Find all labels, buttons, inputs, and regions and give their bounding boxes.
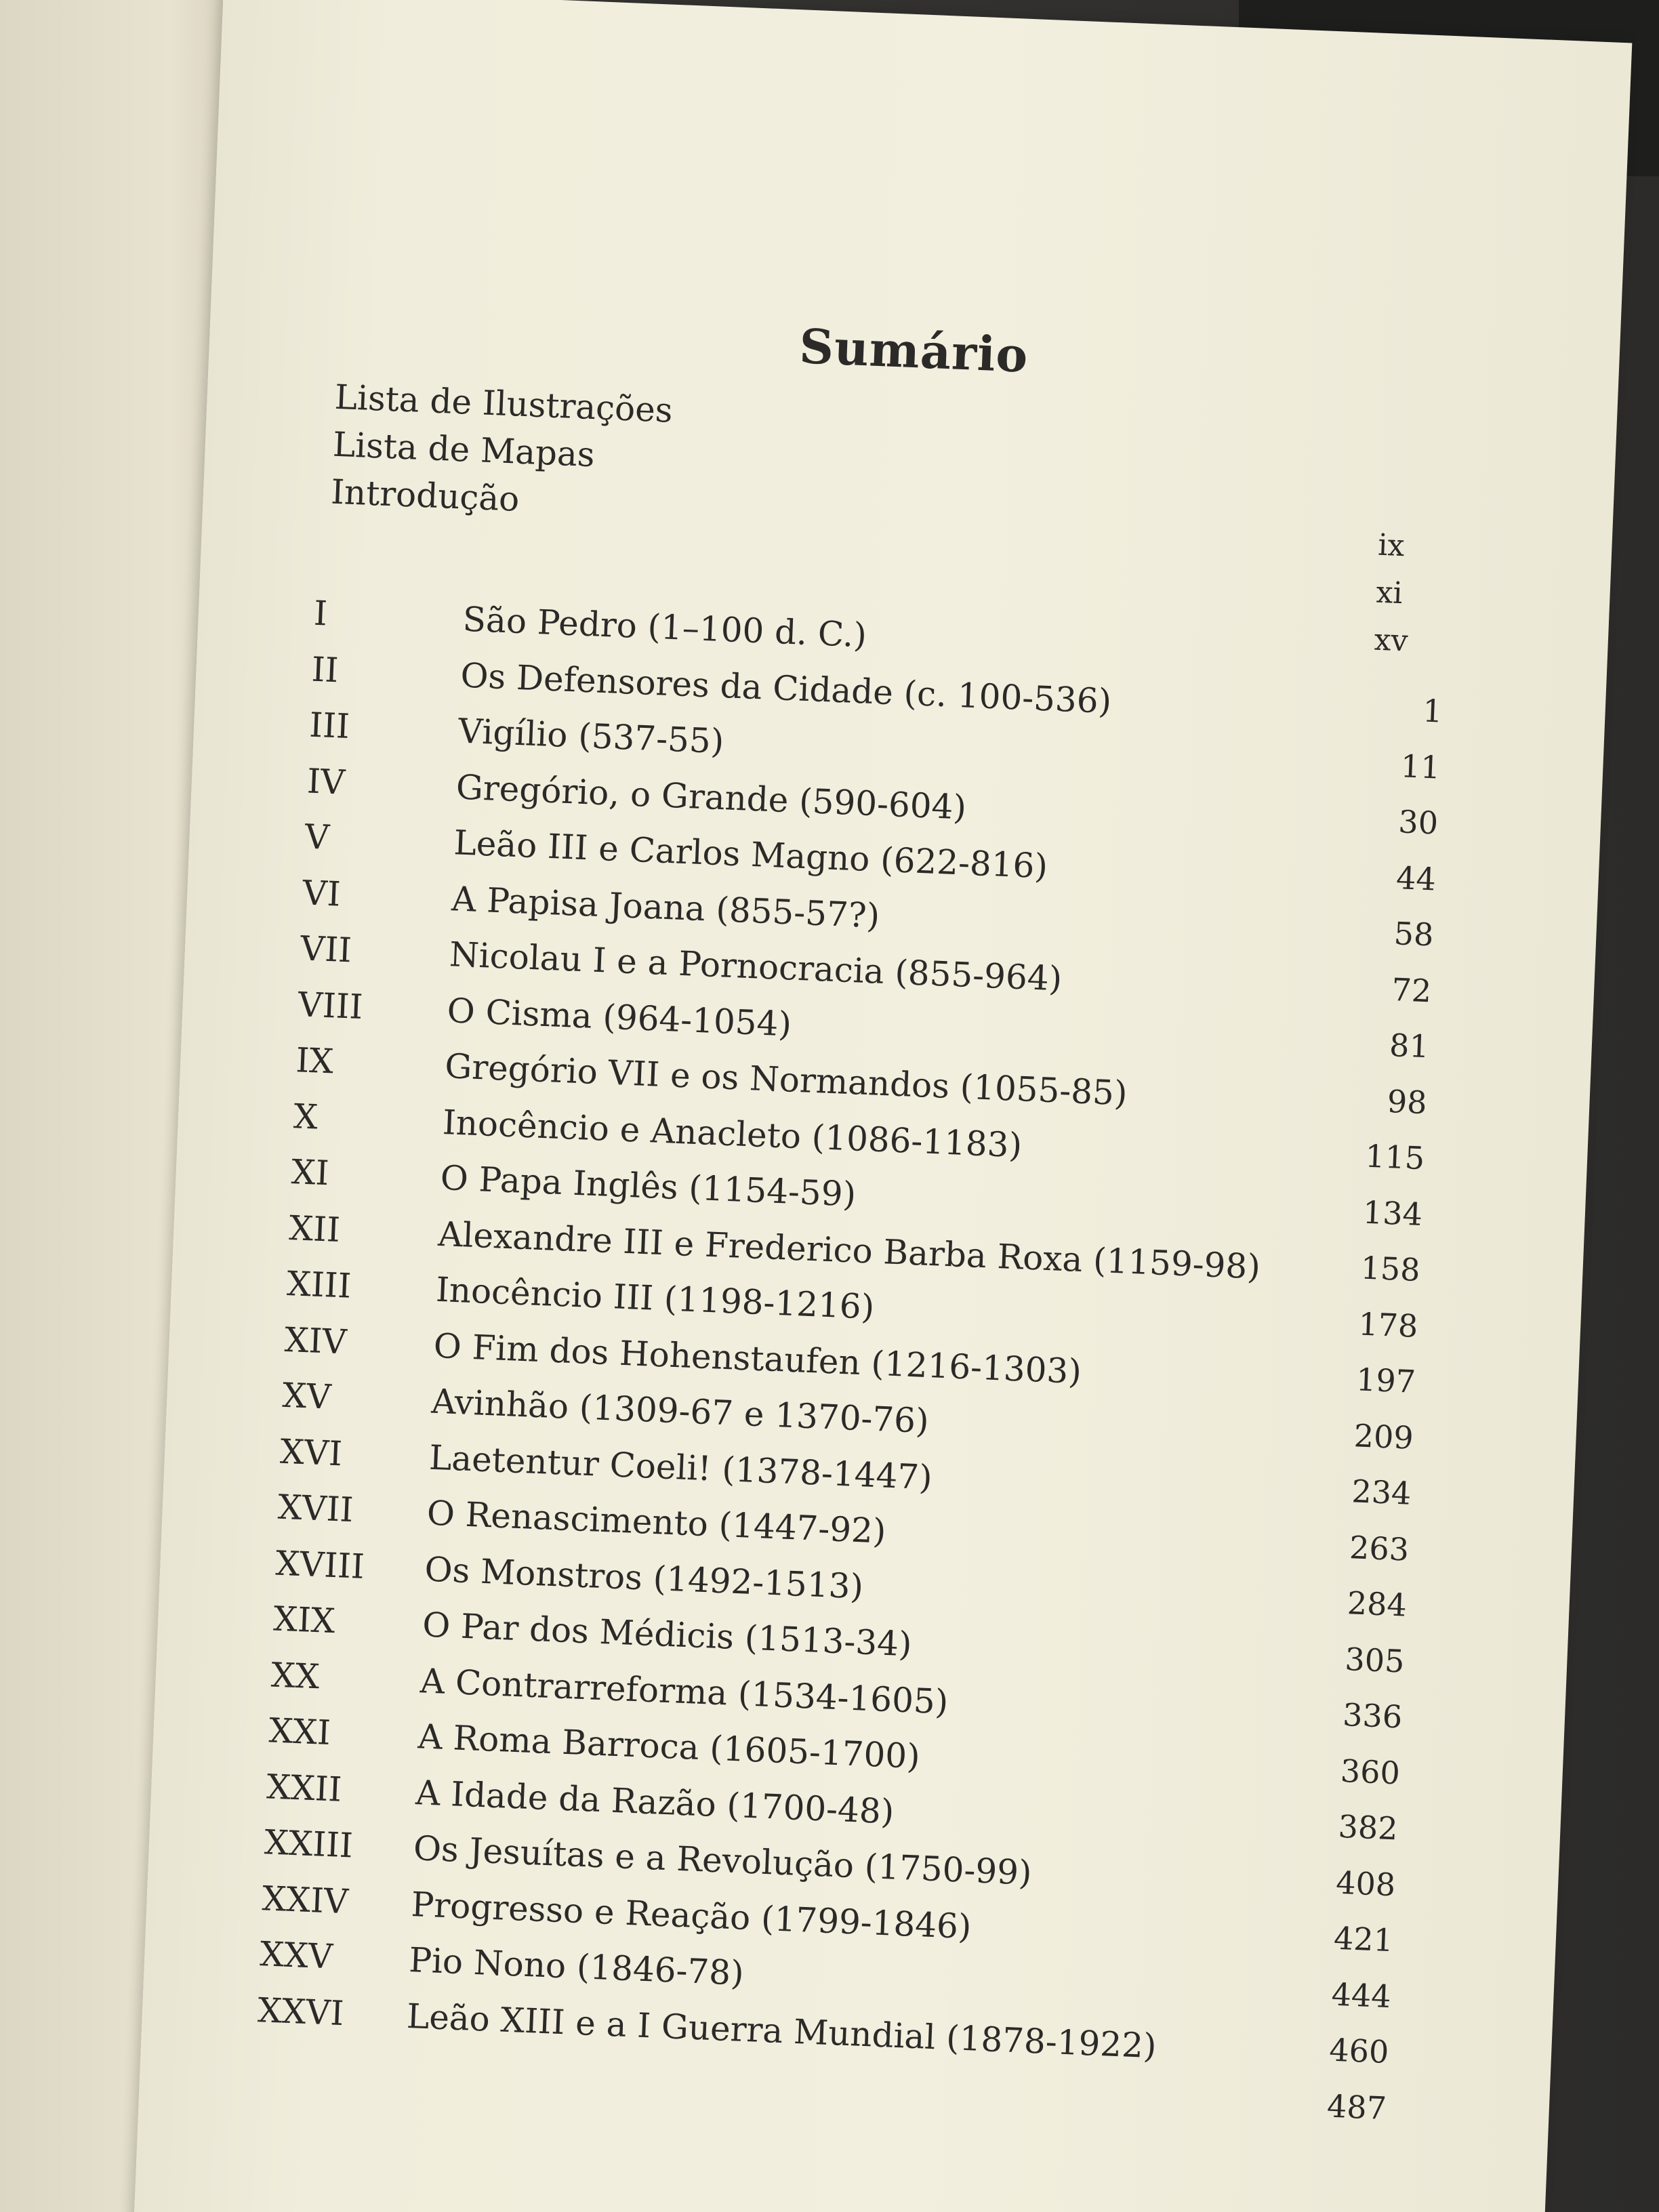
- chapter-title: O Papa Inglês (1154-59): [439, 1158, 857, 1214]
- chapter-number: XIX: [272, 1599, 336, 1641]
- chapter-page-number: 178: [1357, 1305, 1419, 1345]
- chapter-number: XII: [288, 1208, 341, 1250]
- chapter-number: VI: [302, 872, 342, 914]
- chapter-page-number: 11: [1399, 747, 1441, 786]
- chapter-number: XV: [281, 1375, 332, 1417]
- chapter-number: V: [304, 817, 331, 857]
- chapter-number: XIV: [283, 1319, 348, 1362]
- chapter-number: III: [308, 705, 350, 746]
- chapter-page-number: 460: [1328, 2031, 1390, 2071]
- front-matter-page: xv: [1373, 622, 1409, 659]
- chapter-title: O Renascimento (1447-92): [426, 1493, 887, 1551]
- chapter-title: Pio Nono (1846-78): [408, 1940, 745, 1993]
- chapter-title: Nicolau I e a Pornocracia (855-964): [448, 935, 1063, 999]
- chapter-number: VIII: [297, 984, 364, 1027]
- chapter-page-number: 1: [1422, 692, 1443, 730]
- chapter-title: O Fim dos Hohenstaufen (1216-1303): [432, 1326, 1082, 1391]
- chapter-number: IX: [295, 1040, 335, 1082]
- front-matter-item: Lista de Mapas: [332, 424, 596, 475]
- chapter-number: XIII: [286, 1263, 352, 1306]
- chapter-number: XXIII: [264, 1822, 354, 1866]
- chapter-page-number: 58: [1393, 915, 1435, 954]
- chapter-page-number: 444: [1330, 1975, 1392, 2015]
- chapter-page-number: 305: [1344, 1640, 1406, 1680]
- page-title: Sumário: [798, 318, 1029, 384]
- chapter-number: XXIV: [261, 1878, 350, 1921]
- chapter-title: Leão XIII e a I Guerra Mundial (1878-1922): [406, 1996, 1158, 2066]
- chapter-page-number: 72: [1391, 970, 1433, 1009]
- chapter-page-number: 158: [1359, 1249, 1421, 1289]
- chapter-title: Avinhão (1309-67 e 1370-76): [430, 1381, 930, 1441]
- chapter-title: Leão III e Carlos Magno (622-816): [453, 823, 1049, 886]
- chapter-page-number: 115: [1364, 1137, 1426, 1177]
- chapter-page-number: 284: [1346, 1584, 1408, 1624]
- chapter-page-number: 98: [1386, 1082, 1428, 1121]
- chapter-title: Os Defensores da Cidade (c. 100-536): [459, 655, 1113, 721]
- chapter-page-number: 30: [1397, 803, 1439, 842]
- chapter-number: II: [310, 649, 340, 690]
- chapter-number: IV: [306, 761, 346, 802]
- chapter-number: XXVI: [257, 1990, 345, 2033]
- chapter-page-number: 360: [1339, 1752, 1401, 1791]
- chapter-page-number: 44: [1395, 859, 1437, 897]
- chapter-page-number: 408: [1335, 1864, 1397, 1903]
- chapter-title: Inocêncio e Anacleto (1086-1183): [442, 1102, 1023, 1165]
- front-matter-item: Lista de Ilustrações: [333, 377, 674, 430]
- chapter-title: A Papisa Joana (855-57?): [451, 878, 881, 936]
- chapter-number: XVI: [279, 1431, 344, 1473]
- chapter-page-number: 336: [1342, 1696, 1404, 1736]
- front-matter-page: xi: [1375, 575, 1404, 611]
- chapter-title: São Pedro (1–100 d. C.): [462, 599, 867, 655]
- chapter-title: Gregório VII e os Normandos (1055-85): [444, 1046, 1128, 1113]
- chapter-title: Gregório, o Grande (590-604): [455, 766, 968, 827]
- front-matter-item: Introdução: [330, 472, 520, 519]
- chapter-page-number: 81: [1389, 1026, 1430, 1065]
- chapter-page-number: 209: [1353, 1416, 1414, 1456]
- chapter-number: XVIII: [274, 1543, 365, 1586]
- chapter-page-number: 234: [1351, 1473, 1412, 1512]
- chapter-title: Os Monstros (1492-1513): [424, 1549, 865, 1606]
- chapter-title: A Contrarreforma (1534-1605): [419, 1660, 949, 1722]
- chapter-page-number: 134: [1362, 1193, 1423, 1233]
- chapter-number: VII: [300, 928, 353, 970]
- chapter-page-number: 263: [1349, 1528, 1410, 1568]
- chapter-title: Vigílio (537-55): [457, 711, 725, 762]
- chapter-number: I: [312, 593, 329, 634]
- chapter-title: A Idade da Razão (1700-48): [415, 1772, 895, 1832]
- chapter-page-number: 382: [1337, 1807, 1399, 1847]
- chapter-page-number: 487: [1326, 2087, 1387, 2127]
- chapter-number: X: [293, 1096, 319, 1137]
- chapter-title: O Cisma (964-1054): [446, 990, 793, 1044]
- front-matter-page: ix: [1377, 527, 1406, 564]
- chapter-number: XX: [270, 1655, 321, 1696]
- chapter-title: A Roma Barroca (1605-1700): [417, 1717, 921, 1776]
- chapter-page-number: 421: [1333, 1919, 1394, 1959]
- chapter-number: XI: [290, 1152, 330, 1193]
- chapter-number: XXII: [266, 1766, 343, 1809]
- chapter-title: Inocêncio III (1198-1216): [435, 1269, 876, 1327]
- chapter-title: Laetentur Coeli! (1378-1447): [428, 1437, 933, 1497]
- chapter-title: Os Jesuítas e a Revolução (1750-99): [412, 1828, 1033, 1893]
- chapter-number: XVII: [277, 1487, 354, 1530]
- chapter-title: O Par dos Médicis (1513-34): [422, 1605, 913, 1664]
- chapter-number: XXI: [268, 1711, 331, 1753]
- chapter-title: Alexandre III e Frederico Barba Roxa (1159-98): [437, 1214, 1261, 1287]
- chapter-number: XXV: [259, 1934, 334, 1977]
- chapter-page-number: 197: [1355, 1361, 1417, 1400]
- chapter-title: Progresso e Reação (1799-1846): [410, 1884, 972, 1946]
